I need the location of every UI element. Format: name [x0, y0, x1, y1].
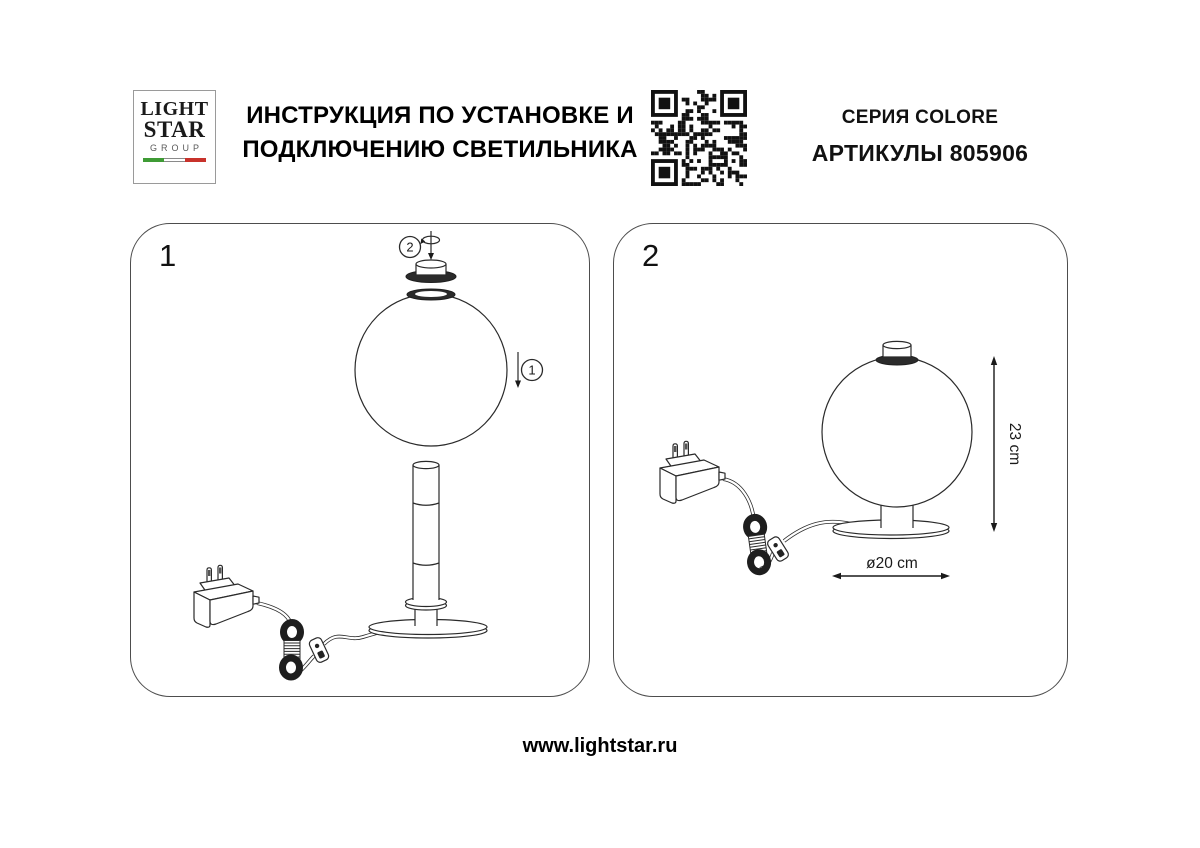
lightstar-logo [133, 90, 216, 184]
title-line-1: ИНСТРУКЦИЯ ПО УСТАНОВКЕ И [246, 102, 634, 129]
panel-1-number: 1 [159, 238, 177, 273]
panel-step-2 [613, 223, 1068, 697]
logo-group-text: GROUP [149, 143, 203, 153]
glass-globe [355, 289, 507, 446]
height-dimension [991, 356, 1023, 532]
page-title [230, 99, 650, 167]
height-dimension-label: 23 cm [1006, 422, 1023, 466]
series-label: СЕРИЯ COLORE [841, 107, 999, 128]
flag-white-bar [164, 158, 185, 162]
website-url: www.lightstar.ru [522, 735, 678, 757]
step-1-callout [522, 360, 543, 381]
logo-italian-flag [134, 158, 215, 162]
assembly-diagram-assembled [614, 224, 1069, 698]
glass-globe [822, 357, 972, 507]
power-plug [660, 441, 725, 503]
step-2-label: 2 [406, 239, 414, 255]
arrow-down-icon [515, 352, 521, 388]
lamp-stem [413, 461, 439, 600]
article-label: АРТИКУЛЫ 805906 [811, 140, 1029, 166]
logo-light-text: LIGHT [140, 98, 209, 120]
logo-star-text: STAR [143, 117, 206, 142]
top-cap [876, 341, 918, 365]
title-line-2: ПОДКЛЮЧЕНИЮ СВЕТИЛЬНИКА [242, 136, 638, 163]
panel-2-number: 2 [642, 238, 660, 273]
diameter-dimension-label: ø20 cm [866, 555, 918, 572]
panel-step-1 [130, 223, 590, 697]
flag-green-bar [143, 158, 164, 162]
flag-red-bar [185, 158, 206, 162]
diameter-dimension [832, 555, 950, 579]
step-2-callout [400, 237, 421, 258]
assembly-diagram-exploded [131, 224, 591, 698]
power-plug [194, 565, 259, 627]
step-1-label: 1 [528, 362, 536, 378]
top-cap [406, 260, 456, 283]
qr-code-image [651, 90, 747, 186]
cord-coil [283, 623, 301, 678]
series-block [780, 107, 1060, 167]
qr-code [651, 90, 747, 186]
cord-coil [744, 516, 769, 572]
screw-rotation-icon [421, 231, 440, 260]
